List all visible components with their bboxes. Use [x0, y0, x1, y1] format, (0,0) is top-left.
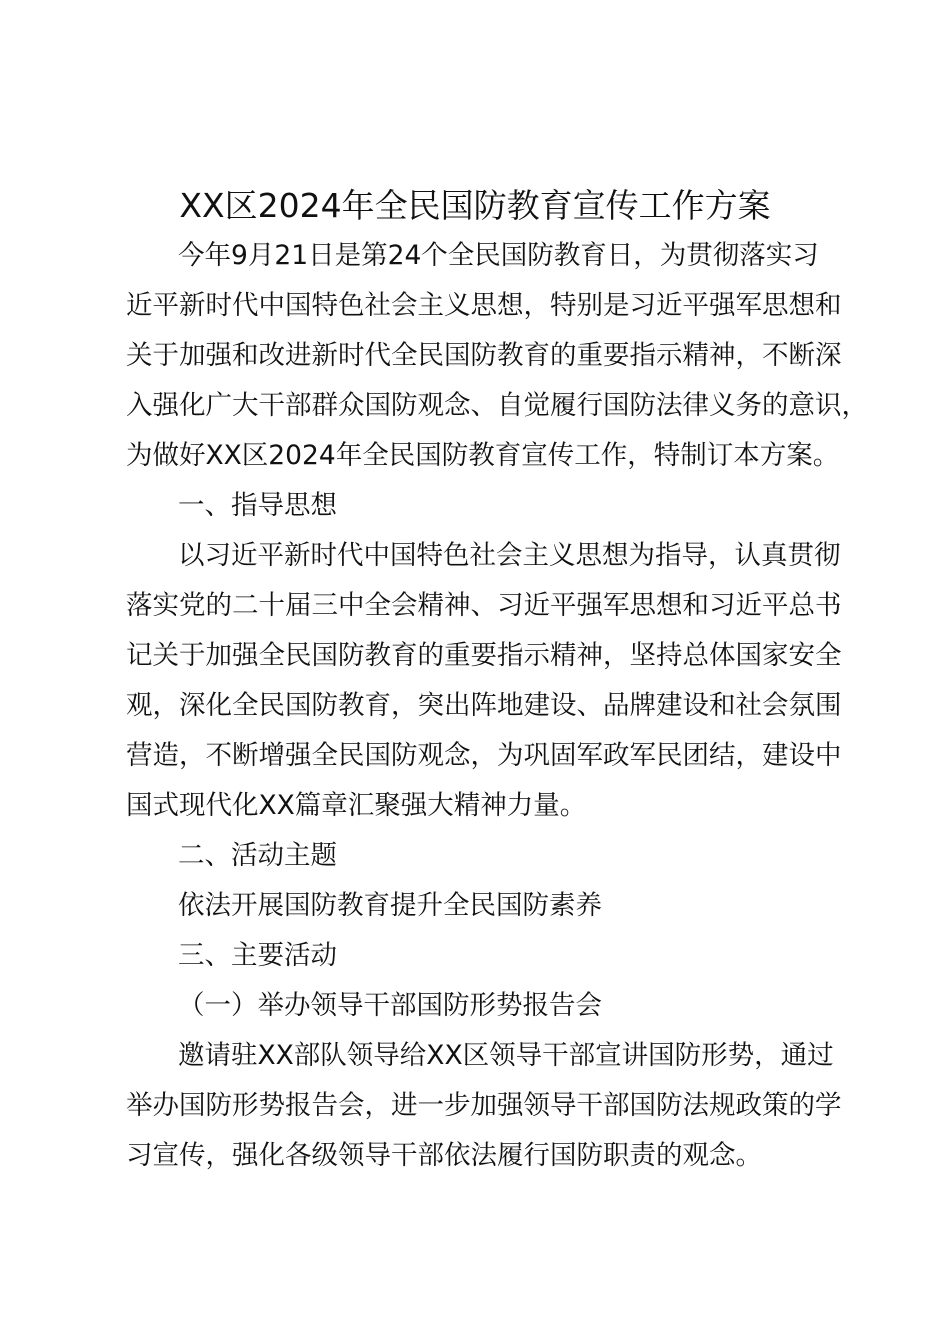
section-heading-guiding-thought: 一、指导思想: [178, 490, 337, 521]
intro-line-3: 关于加强和改进新时代全民国防教育的重要指示精神，不断深: [126, 340, 842, 371]
section1-line-5: 营造，不断增强全民国防观念，为巩固军政军民团结，建设中: [126, 740, 842, 771]
intro-line-2: 近平新时代中国特色社会主义思想，特别是习近平强军思想和: [126, 290, 842, 321]
section1-line-3: 记关于加强全民国防教育的重要指示精神，坚持总体国家安全: [126, 640, 842, 671]
subsection1-line-3: 习宣传，强化各级领导干部依法履行国防职责的观念。: [126, 1140, 762, 1171]
section1-line-2: 落实党的二十届三中全会精神、习近平强军思想和习近平总书: [126, 590, 842, 621]
intro-line-4: 入强化广大干部群众国防观念、自觉履行国防法律义务的意识，: [126, 390, 868, 421]
intro-line-5: 为做好XX区2024年全民国防教育宣传工作，特制订本方案。: [126, 440, 840, 471]
activity-theme-text: 依法开展国防教育提升全民国防素养: [178, 890, 602, 921]
document-title: XX区2024年全民国防教育宣传工作方案: [179, 186, 771, 225]
intro-line-1: 今年9月21日是第24个全民国防教育日，为贯彻落实习: [178, 240, 819, 271]
section1-line-6: 国式现代化XX篇章汇聚强大精神力量。: [126, 790, 587, 821]
section-heading-main-activities: 三、主要活动: [178, 940, 337, 971]
section-heading-activity-theme: 二、活动主题: [178, 840, 337, 871]
section1-line-1: 以习近平新时代中国特色社会主义思想为指导，认真贯彻: [178, 540, 841, 571]
subsection1-line-1: 邀请驻XX部队领导给XX区领导干部宣讲国防形势，通过: [178, 1040, 834, 1071]
subsection-heading-report-meeting: （一）举办领导干部国防形势报告会: [178, 990, 602, 1021]
subsection1-line-2: 举办国防形势报告会，进一步加强领导干部国防法规政策的学: [126, 1090, 842, 1121]
section1-line-4: 观，深化全民国防教育，突出阵地建设、品牌建设和社会氛围: [126, 690, 842, 721]
